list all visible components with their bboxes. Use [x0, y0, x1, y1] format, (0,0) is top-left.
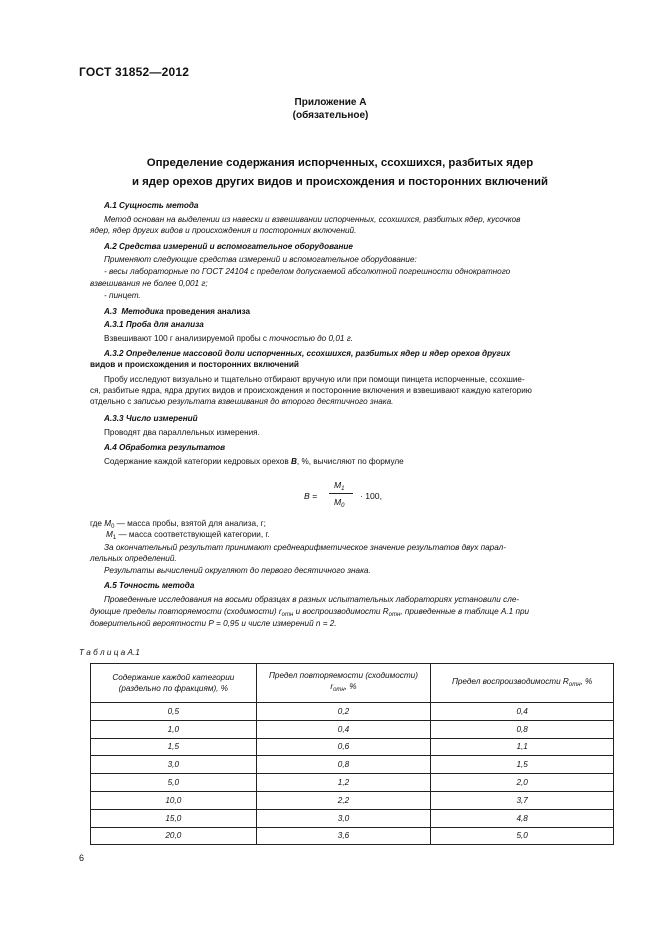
section-a4-text: Содержание каждой категории кедровых орехов В, %, вычисляют по формуле [104, 457, 404, 466]
formula-numerator: $M_1$ [334, 480, 345, 492]
precision-table [90, 663, 614, 845]
section-a5-l3: доверительной вероятности Р = 0,95 и числе измерений n = 2. [90, 619, 337, 628]
section-a5-l2: дующие пределы повторяемости (сходимости) $r_{отн}$ и воспроизводимости $R_{отн}$, приведенные в таблице А.1 при [90, 607, 530, 618]
table-cell-content: 1,0 [91, 720, 257, 738]
section-a4-final-l1: За окончательный результат принимают среднеарифметическое значение результатов двух парал- [104, 543, 507, 552]
formula-fraction-bar [329, 493, 353, 494]
table-cell-repeatability: 0,2 [256, 703, 431, 721]
table-cell-reproducibility: 5,0 [431, 827, 614, 845]
table-cell-content: 3,0 [91, 756, 257, 774]
table-row [91, 703, 614, 721]
where-m0: где $M_0$ — масса пробы, взятой для анализа, г; [90, 519, 266, 530]
annex-name: Приложение А [294, 97, 367, 108]
section-a32-text-l3: отдельно с записью результата взвешивания до второго десятичного знака. [90, 397, 394, 406]
section-a2-heading: А.2 Средства измерений и вспомогательное оборудование [104, 242, 353, 251]
section-a5-heading: А.5 Точность метода [104, 581, 195, 590]
annex-title [60, 154, 620, 192]
table-cell-reproducibility: 1,5 [431, 756, 614, 774]
section-a31-heading: А.3.1 Проба для анализа [104, 320, 204, 329]
section-a2-item-scales-cont: взвешивания не более 0,001 г; [90, 279, 208, 288]
where-m1: $M_1$ — масса соответствующей категории, г. [106, 530, 270, 541]
page-number: 6 [79, 853, 85, 863]
table-cell-repeatability: 2,2 [256, 791, 431, 809]
section-a2-item-scales: - весы лабораторные по ГОСТ 24104 с пределом допускаемой абсолютной погрешности однократного [104, 267, 511, 276]
section-a4-rounding: Результаты вычислений округляют до первого десятичного знака. [104, 566, 371, 575]
table-header-reproducibility: Предел воспроизводимости $R_{отн}$, % [431, 664, 614, 703]
formula-denominator: $M_0$ [334, 497, 345, 509]
table-cell-reproducibility: 2,0 [431, 774, 614, 792]
table-cell-repeatability: 1,2 [256, 774, 431, 792]
table-cell-content: 10,0 [91, 791, 257, 809]
table-row [91, 809, 614, 827]
table-header-row [91, 664, 614, 703]
annex-title-line2: и ядер орехов других видов и происхождения и посторонних включений [131, 176, 549, 188]
section-a33-heading: А.3.3 Число измерений [104, 414, 198, 423]
table-cell-repeatability: 0,6 [256, 738, 431, 756]
table-cell-content: 5,0 [91, 774, 257, 792]
table-cell-repeatability: 3,6 [256, 827, 431, 845]
formula [304, 480, 414, 520]
table-cell-content: 0,5 [91, 703, 257, 721]
table-cell-reproducibility: 0,4 [431, 703, 614, 721]
table-row [91, 827, 614, 845]
section-a4-final-l2: лельных определений. [90, 554, 177, 563]
table-row [91, 756, 614, 774]
table-cell-reproducibility: 4,8 [431, 809, 614, 827]
section-a5-l1: Проведенные исследования на восьми образцах в разных испытательных лабораториях установили сле- [104, 595, 520, 604]
section-a2-item-tweezers: - пинцет. [104, 291, 141, 300]
section-a1-text-cont: ядер, ядер других видов и происхождения и посторонних включений. [90, 226, 357, 235]
section-a2-intro: Применяют следующие средства измерений и вспомогательное оборудование: [104, 255, 417, 264]
table-cell-reproducibility: 1,1 [431, 738, 614, 756]
section-a33-text: Проводят два параллельных измерения. [104, 428, 260, 437]
formula-lhs: B = [304, 491, 318, 501]
table-header-repeatability: Предел повторяемости (сходимости) $r_{отн}$, % [256, 664, 431, 703]
table-cell-content: 15,0 [91, 809, 257, 827]
table-header-content: Содержание каждой категории (раздельно по фракциям), % [91, 664, 257, 703]
section-a32-heading: А.3.2 Определение массовой доли испорченных, ссохшихся, разбитых ядер и ядер орехов других [104, 349, 511, 358]
standard-designation: ГОСТ 31852—2012 [79, 65, 190, 79]
section-a1-text: Метод основан на выделении из навески и взвешивании испорченных, ссохшихся, разбитых ядер, кусочков [104, 215, 521, 224]
table-cell-repeatability: 0,8 [256, 756, 431, 774]
table-cell-reproducibility: 3,7 [431, 791, 614, 809]
section-a31-text: Взвешивают 100 г анализируемой пробы с точностью до 0,01 г. [104, 334, 354, 343]
table-cell-repeatability: 0,4 [256, 720, 431, 738]
section-a3-heading: А.3 Методика проведения анализа [104, 307, 251, 316]
annex-title-line1: Определение содержания испорченных, ссохшихся, разбитых ядер [146, 157, 534, 169]
table-row [91, 720, 614, 738]
table-cell-reproducibility: 0,8 [431, 720, 614, 738]
annex-status: (обязательное) [292, 110, 369, 121]
table-cell-repeatability: 3,0 [256, 809, 431, 827]
section-a32-text-l1: Пробу исследуют визуально и тщательно отбирают вручную или при помощи пинцета испорченные, ссохшие- [104, 375, 525, 384]
table-cell-content: 1,5 [91, 738, 257, 756]
section-a32-heading-cont: видов и происхождения и посторонних включений [90, 360, 299, 369]
formula-tail: · 100, [360, 491, 382, 501]
table-caption: Т а б л и ц а А.1 [79, 648, 140, 657]
section-a4-heading: А.4 Обработка результатов [104, 443, 226, 452]
table-cell-content: 20,0 [91, 827, 257, 845]
section-a32-text-l2: ся, разбитые ядра, ядра других видов и происхождения и посторонние включения и взвешивают каждую категорию [90, 386, 532, 395]
table-row [91, 791, 614, 809]
section-a1-heading: А.1 Сущность метода [104, 201, 199, 210]
table-row [91, 738, 614, 756]
table-row [91, 774, 614, 792]
